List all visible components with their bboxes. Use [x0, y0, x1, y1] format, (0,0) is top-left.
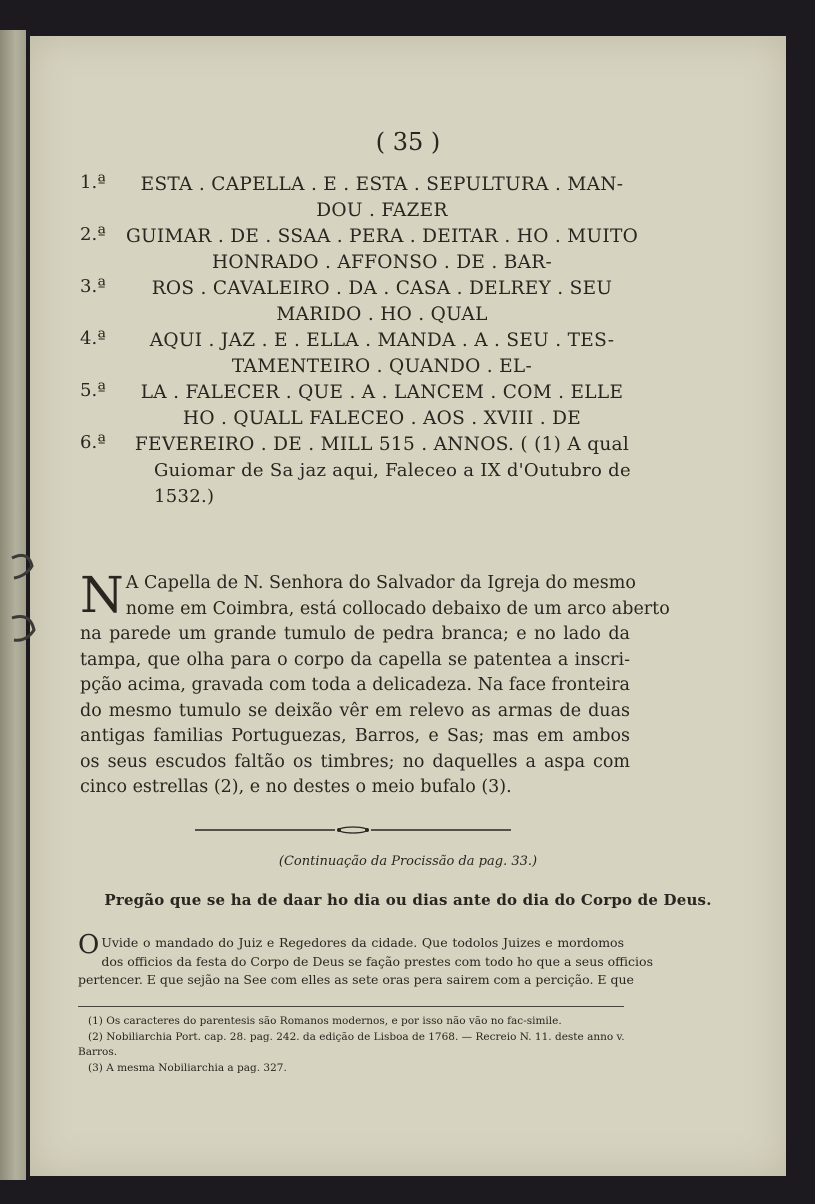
proclamation-text: [78, 930, 653, 990]
line-number: 5.ª: [80, 380, 106, 401]
pencil-mark: [8, 548, 46, 688]
paragraph-line: tampa, que olha para o corpo da capella se patentea a inscri-: [80, 649, 630, 670]
inscription-line-6: [80, 432, 640, 507]
continuation-note: (Continuação da Procissão da pag. 33.): [278, 854, 538, 869]
inscription-text: AQUI . JAZ . E . ELLA . MANDA . A . SEU . TES-: [149, 330, 615, 351]
proclamation-title: Pregão que se ha de daar ho dia ou dias ante do dia do Corpo de Deus.: [104, 891, 712, 909]
inscription-text: FEVEREIRO . DE . MILL 515 . ANNOS. ( (1) A qual: [134, 434, 630, 455]
footnote: (3) A mesma Nobiliarchia a pag. 327.: [88, 1061, 287, 1074]
description-paragraph: [80, 566, 670, 801]
proclamation-line: Uvide o mandado do Juiz e Regedores da cidade. Que todolos Juizes e mordomos: [101, 935, 624, 950]
line-number: 3.ª: [80, 276, 106, 297]
footnote-continuation: Barros.: [78, 1046, 118, 1058]
paragraph-line: do mesmo tumulo se deixão vêr em relevo as armas de duas: [80, 700, 630, 721]
ornamental-divider: [195, 825, 511, 835]
line-number: 2.ª: [80, 224, 106, 245]
paragraph-line: A Capella de N. Senhora do Salvador da Igreja do mesmo: [125, 573, 636, 593]
paragraph-line: antigas familias Portuguezas, Barros, e Sas; mas em ambos: [80, 726, 630, 746]
drop-cap: N: [80, 566, 124, 624]
footnotes: [78, 1014, 624, 1076]
inscription-text: ESTA . CAPELLA . E . ESTA . SEPULTURA . MAN-: [140, 174, 624, 195]
inscription-note: Guiomar de Sa jaz aqui, Faleceo a IX d'Outubro de: [154, 460, 631, 481]
book-page: [30, 36, 786, 1176]
inscription-line-2: [80, 224, 640, 273]
drop-cap: O: [78, 930, 100, 960]
footnote: (2) Nobiliarchia Port. cap. 28. pag. 242. da edição de Lisboa de 1768. — Recreio N. 11. deste anno v.: [88, 1030, 625, 1043]
line-number: 6.ª: [80, 432, 106, 453]
inscription-text: MARIDO . HO . QUAL: [276, 304, 488, 325]
inscription-note: 1532.): [154, 486, 215, 507]
inscription-text: HONRADO . AFFONSO . DE . BAR-: [211, 252, 553, 273]
inscription-text: HO . QUALL FALECEO . AOS . XVIII . DE: [182, 408, 582, 429]
inscription-line-4: [80, 328, 640, 377]
inscription-text: GUIMAR . DE . SSAA . PERA . DEITAR . HO . MUITO: [125, 226, 639, 247]
paragraph-line: nome em Coimbra, está collocado debaixo de um arco aberto: [125, 598, 670, 619]
footnote: (1) Os caracteres do parentesis são Romanos modernos, e por isso não vão no fac-simile.: [88, 1015, 562, 1027]
line-number: 4.ª: [80, 328, 106, 349]
inscription-text: DOU . FAZER: [316, 200, 448, 221]
inscription-text: TAMENTEIRO . QUANDO . EL-: [231, 356, 533, 377]
paragraph-line: os seus escudos faltão os timbres; no daquelles a aspa com: [80, 751, 630, 772]
inscription-text: ROS . CAVALEIRO . DA . CASA . DELREY . SEU: [151, 278, 613, 299]
paragraph-line: cinco estrellas (2), e no destes o meio bufalo (3).: [80, 777, 512, 797]
proclamation-line: pertencer. E que sejão na See com elles as sete oras pera sairem com a percição. E que: [78, 972, 634, 987]
inscription-line-1: [80, 172, 640, 221]
inscription-line-5: [80, 380, 640, 429]
inscription-text: LA . FALECER . QUE . A . LANCEM . COM . ELLE: [140, 382, 624, 403]
proclamation-line: dos officios da festa do Corpo de Deus se fação prestes com todo ho que a seus officios: [101, 953, 653, 969]
inscription-line-3: [80, 276, 640, 325]
paragraph-line: na parede um grande tumulo de pedra branca; e no lado da: [80, 624, 630, 644]
footnote-rule: [78, 1006, 624, 1007]
line-number: 1.ª: [80, 172, 106, 193]
page-number: ( 35 ): [375, 128, 441, 156]
paragraph-line: pção acima, gravada com toda a delicadeza. Na face fronteira: [80, 675, 630, 695]
